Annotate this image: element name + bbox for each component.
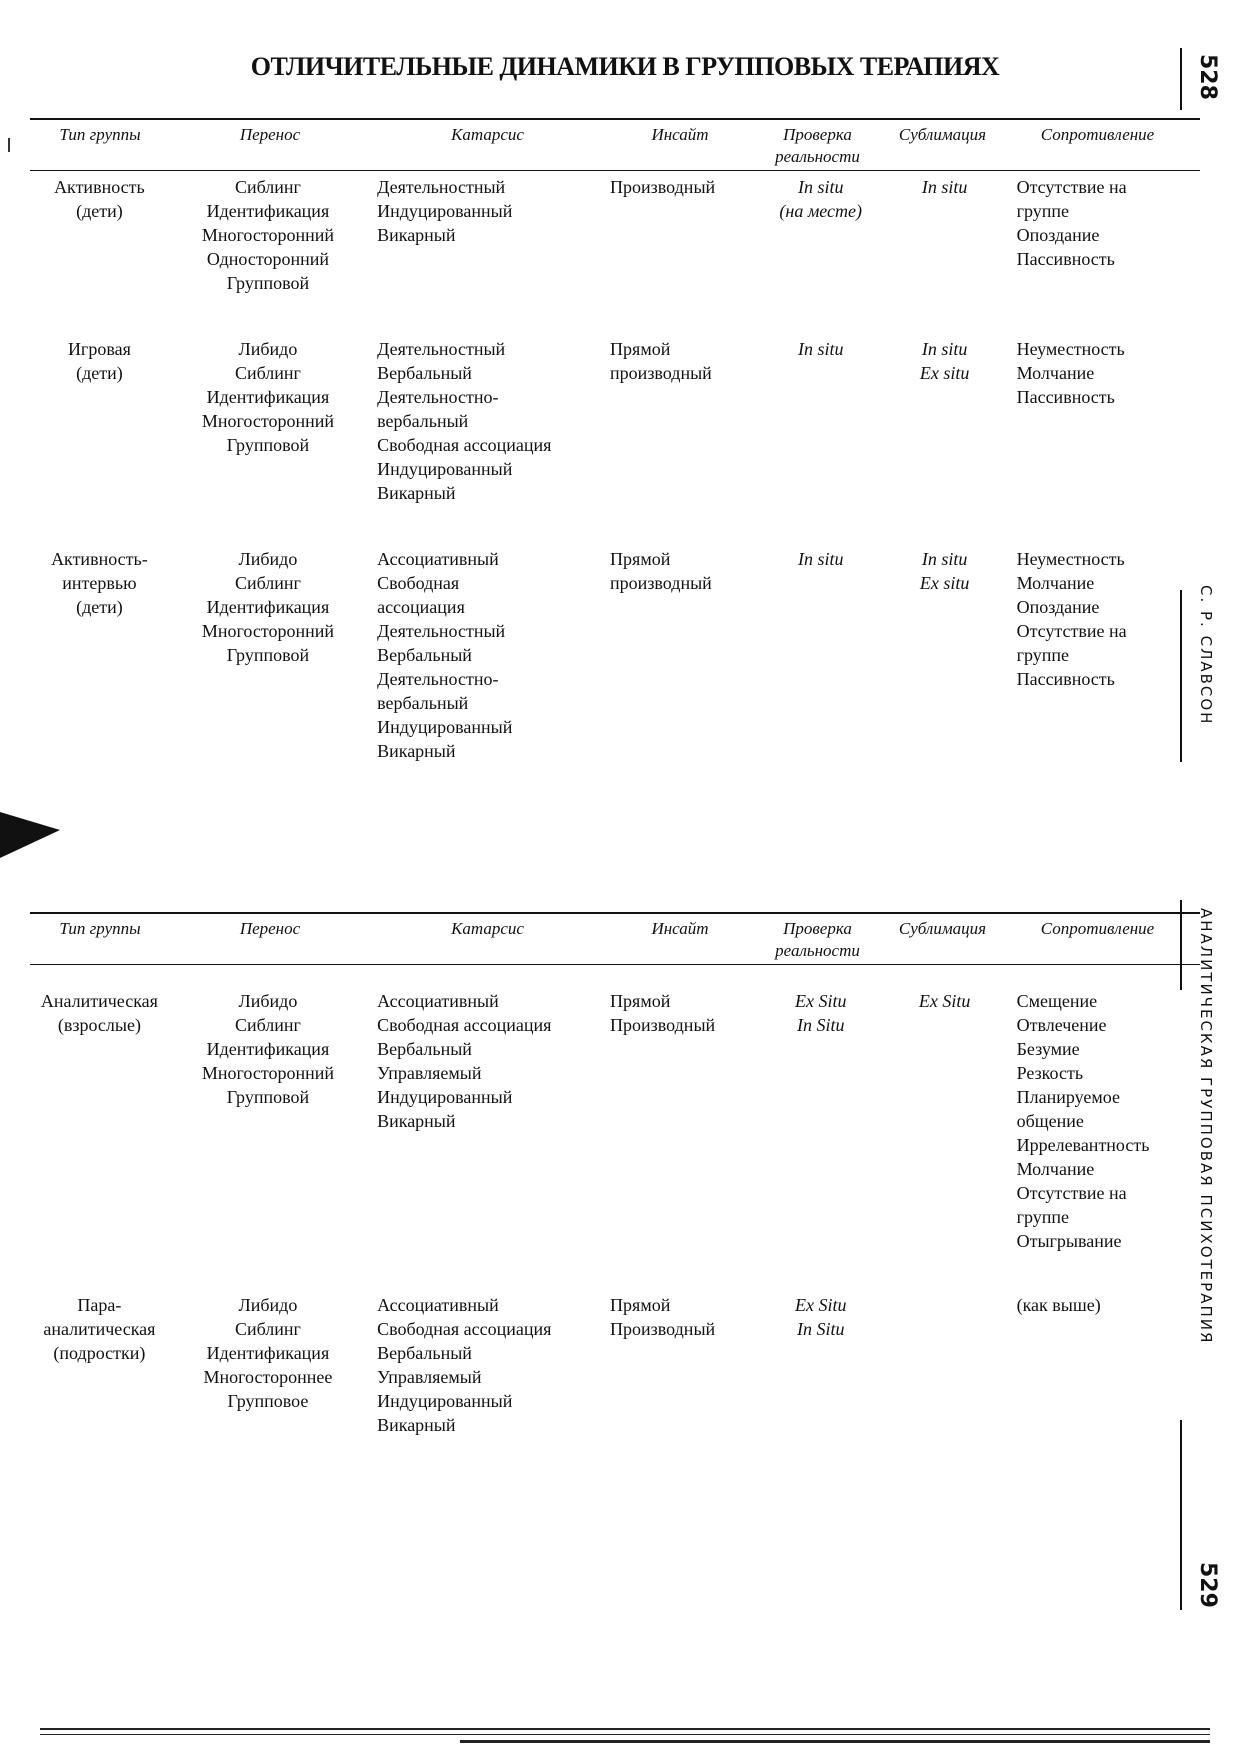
cell-line: Викарный (377, 225, 456, 245)
cell-line: Односторонний (206, 249, 330, 269)
table-body (30, 175, 1200, 763)
cell-line: Индуцированный (377, 717, 513, 737)
cell-line: (дети) (76, 597, 123, 617)
cell-line: In situ (921, 549, 968, 569)
cell-line: Опоздание (1016, 597, 1100, 617)
cell-line: In situ (797, 339, 844, 359)
cell-line: Деятельностный (377, 339, 506, 359)
cell-resistance (1007, 337, 1200, 505)
cell-line: Деятельностный (377, 177, 506, 197)
cell-transference (169, 337, 367, 505)
cell-line: Индуцированный (377, 1391, 513, 1411)
cell-line: Идентификация (206, 387, 330, 407)
scan-mark (8, 138, 10, 152)
cell-line: Ассоциативный (377, 549, 499, 569)
cell-line: Резкость (1016, 1063, 1084, 1083)
cell-line: группе (1016, 1207, 1069, 1227)
cell-line: (как выше) (1016, 1295, 1101, 1315)
table-header-rule (30, 170, 1200, 171)
cell-line: Сиблинг (234, 363, 301, 383)
cell-line: Отсутствие на (1016, 1183, 1127, 1203)
cell-insight (610, 1293, 759, 1437)
cell-catharsis (367, 175, 610, 295)
cell-line: Свободная ассоциация (377, 1319, 552, 1339)
header-reality-testing: Проверка реальности (775, 125, 860, 166)
book-running-head: АНАЛИТИЧЕСКАЯ ГРУППОВАЯ ПСИХОТЕРАПИЯ (1197, 908, 1215, 1345)
cell-transference (169, 1293, 367, 1437)
table-header (30, 914, 1200, 964)
cell-line: Многостороннее (203, 1367, 333, 1387)
cell-line: Управляемый (377, 1063, 482, 1083)
cell-line: Прямой (610, 339, 671, 359)
cell-line: Многосторонний (201, 1063, 335, 1083)
cell-line: In Situ (796, 1015, 845, 1035)
cell-line: Идентификация (206, 1039, 330, 1059)
cell-insight (610, 989, 759, 1253)
cell-line: Игровая (67, 339, 131, 359)
cell-line: Аналитическая (40, 991, 158, 1011)
cell-line: Викарный (377, 1415, 456, 1435)
cell-line: Вербальный (377, 363, 472, 383)
cell-line: Викарный (377, 741, 456, 761)
cell-resistance (1007, 989, 1200, 1253)
bottom-rule (40, 1728, 1210, 1730)
page-number-top: 528 (1195, 54, 1220, 100)
cell-line: Викарный (377, 483, 456, 503)
margin-rule (1180, 1420, 1182, 1610)
cell-line: Производный (610, 1015, 716, 1035)
cell-sublimation (883, 989, 1007, 1253)
cell-line: Ex situ (919, 363, 970, 383)
cell-line: Групповое (227, 1391, 309, 1411)
cell-sublimation (883, 1293, 1007, 1437)
cell-line: Сиблинг (234, 177, 301, 197)
cell-line: Молчание (1016, 363, 1095, 383)
cell-line: In Situ (796, 1319, 845, 1339)
cell-sublimation (883, 337, 1007, 505)
bottom-rule (40, 1734, 1210, 1735)
cell-line: Сиблинг (234, 1015, 301, 1035)
header-insight: Инсайт (651, 919, 709, 938)
cell-line: производный (610, 573, 712, 593)
header-transference: Перенос (239, 125, 301, 144)
cell-line: Производный (610, 1319, 716, 1339)
cell-line: Свободная ассоциация (377, 1015, 552, 1035)
cell-line: Пара- (77, 1295, 122, 1315)
cell-line: Либидо (238, 991, 298, 1011)
header-group-type: Тип группы (59, 919, 141, 938)
cell-reality-testing (759, 989, 883, 1253)
cell-line: Индуцированный (377, 201, 513, 221)
cell-insight (610, 175, 759, 295)
cell-line: Молчание (1016, 573, 1095, 593)
cell-line: ассоциация (377, 597, 465, 617)
cell-line: Отсутствие на (1016, 177, 1127, 197)
cell-line: Неуместность (1016, 339, 1125, 359)
cell-transference (169, 989, 367, 1253)
cell-line: Пассивность (1016, 387, 1115, 407)
cell-sublimation (883, 547, 1007, 763)
cell-line: Пассивность (1016, 669, 1115, 689)
cell-line: Прямой (610, 991, 671, 1011)
header-resistance: Сопротивление (1040, 919, 1155, 938)
cell-line: Неуместность (1016, 549, 1125, 569)
cell-line: Либидо (238, 339, 298, 359)
cell-line: Групповой (226, 1087, 310, 1107)
cell-line: Ex situ (919, 573, 970, 593)
cell-line: Индуцированный (377, 1087, 513, 1107)
header-sublimation: Сублимация (898, 919, 987, 938)
cell-line: аналитическая (43, 1319, 156, 1339)
cell-catharsis (367, 989, 610, 1253)
cell-line: Многосторонний (201, 621, 335, 641)
cell-line: Групповой (226, 645, 310, 665)
cell-line: Прямой (610, 549, 671, 569)
cell-catharsis (367, 547, 610, 763)
cell-line: (дети) (76, 363, 123, 383)
header-group-type: Тип группы (59, 125, 141, 144)
cell-line: Активность- (51, 549, 148, 569)
cell-line: Вербальный (377, 1343, 472, 1363)
cell-line: Ассоциативный (377, 991, 499, 1011)
cell-line: Деятельностно- (377, 387, 499, 407)
cell-line: общение (1016, 1111, 1084, 1131)
cell-line: группе (1016, 645, 1069, 665)
cell-line: Ассоциативный (377, 1295, 499, 1315)
cell-line: Деятельностно- (377, 669, 499, 689)
cell-line: Планируемое (1016, 1087, 1120, 1107)
cell-line: Либидо (238, 549, 298, 569)
cell-line: Ex Situ (794, 991, 847, 1011)
table-row (30, 989, 1200, 1253)
table-body (30, 989, 1200, 1437)
cell-line: Деятельностный (377, 621, 506, 641)
cell-line: Многосторонний (201, 225, 335, 245)
cell-line: Идентификация (206, 201, 330, 221)
cell-line: Активность (54, 177, 145, 197)
cell-line: (на месте) (779, 201, 863, 221)
table-row (30, 337, 1200, 505)
table-header (30, 120, 1200, 170)
header-sublimation: Сублимация (898, 125, 987, 144)
cell-line: Ex Situ (794, 1295, 847, 1315)
cell-insight (610, 547, 759, 763)
header-reality-testing: Проверка реальности (775, 919, 860, 960)
cell-sublimation (883, 175, 1007, 295)
cell-group-type (30, 337, 169, 505)
cell-line: In situ (797, 549, 844, 569)
cell-line: Пассивность (1016, 249, 1115, 269)
cell-line: Сиблинг (234, 1319, 301, 1339)
cell-line: Отсутствие на (1016, 621, 1127, 641)
header-transference: Перенос (239, 919, 301, 938)
cell-line: Индуцированный (377, 459, 513, 479)
cell-line: вербальный (377, 693, 469, 713)
cell-resistance (1007, 547, 1200, 763)
page-number-bottom: 529 (1195, 1562, 1220, 1608)
cell-transference (169, 175, 367, 295)
cell-catharsis (367, 1293, 610, 1437)
margin-rule (1180, 48, 1182, 110)
cell-group-type (30, 547, 169, 763)
cell-group-type (30, 175, 169, 295)
cell-line: вербальный (377, 411, 469, 431)
cell-line: Прямой (610, 1295, 671, 1315)
header-catharsis: Катарсис (451, 919, 524, 938)
cell-line: Опоздание (1016, 225, 1100, 245)
cell-line: Идентификация (206, 1343, 330, 1363)
header-catharsis: Катарсис (451, 125, 524, 144)
bottom-rule (460, 1740, 1210, 1743)
cell-line: In situ (921, 339, 968, 359)
cell-line: Викарный (377, 1111, 456, 1131)
cell-line: Вербальный (377, 1039, 472, 1059)
header-resistance: Сопротивление (1040, 125, 1155, 144)
margin-rule (1180, 900, 1182, 990)
cell-line: Многосторонний (201, 411, 335, 431)
cell-line: (подростки) (53, 1343, 146, 1363)
cell-group-type (30, 989, 169, 1253)
dynamics-table-1 (30, 118, 1200, 805)
cell-line: Либидо (238, 1295, 298, 1315)
header-insight: Инсайт (651, 125, 709, 144)
cell-line: Смещение (1016, 991, 1098, 1011)
cell-line: Производный (610, 177, 716, 197)
dynamics-table-2 (30, 912, 1200, 1477)
cell-line: Отыгрывание (1016, 1231, 1122, 1251)
cell-line: Свободная (377, 573, 460, 593)
cell-group-type (30, 1293, 169, 1437)
cell-line: Ex Situ (918, 991, 971, 1011)
cell-reality-testing (759, 1293, 883, 1437)
table-row (30, 175, 1200, 295)
cell-line: интервью (62, 573, 137, 593)
margin-rule (1180, 590, 1182, 762)
cell-line: Вербальный (377, 645, 472, 665)
cell-resistance (1007, 175, 1200, 295)
cell-catharsis (367, 337, 610, 505)
cell-line: Управляемый (377, 1367, 482, 1387)
cell-line: (взрослые) (57, 1015, 141, 1035)
cell-line: производный (610, 363, 712, 383)
cell-line: группе (1016, 201, 1069, 221)
page-title: ОТЛИЧИТЕЛЬНЫЕ ДИНАМИКИ В ГРУППОВЫХ ТЕРАПИЯХ (250, 52, 1000, 81)
cell-line: Молчание (1016, 1159, 1095, 1179)
cell-line: Свободная ассоциация (377, 435, 552, 455)
cell-line: Идентификация (206, 597, 330, 617)
cell-transference (169, 547, 367, 763)
cell-line: In situ (921, 177, 968, 197)
cell-insight (610, 337, 759, 505)
cell-line: Групповой (226, 273, 310, 293)
cell-reality-testing (759, 175, 883, 295)
cell-line: (дети) (76, 201, 123, 221)
author-running-head: С. Р. СЛАВСОН (1197, 585, 1215, 726)
cell-line: Групповой (226, 435, 310, 455)
table-row (30, 547, 1200, 763)
cell-reality-testing (759, 547, 883, 763)
cell-line: Иррелевантность (1016, 1135, 1150, 1155)
cell-resistance (1007, 1293, 1200, 1437)
cell-line: In situ (797, 177, 844, 197)
table-row (30, 1293, 1200, 1437)
cell-line: Отвлечение (1016, 1015, 1107, 1035)
cell-reality-testing (759, 337, 883, 505)
cell-line: Безумие (1016, 1039, 1080, 1059)
cell-line: Сиблинг (234, 573, 301, 593)
table-header-rule (30, 964, 1200, 965)
scan-blot (0, 812, 60, 858)
